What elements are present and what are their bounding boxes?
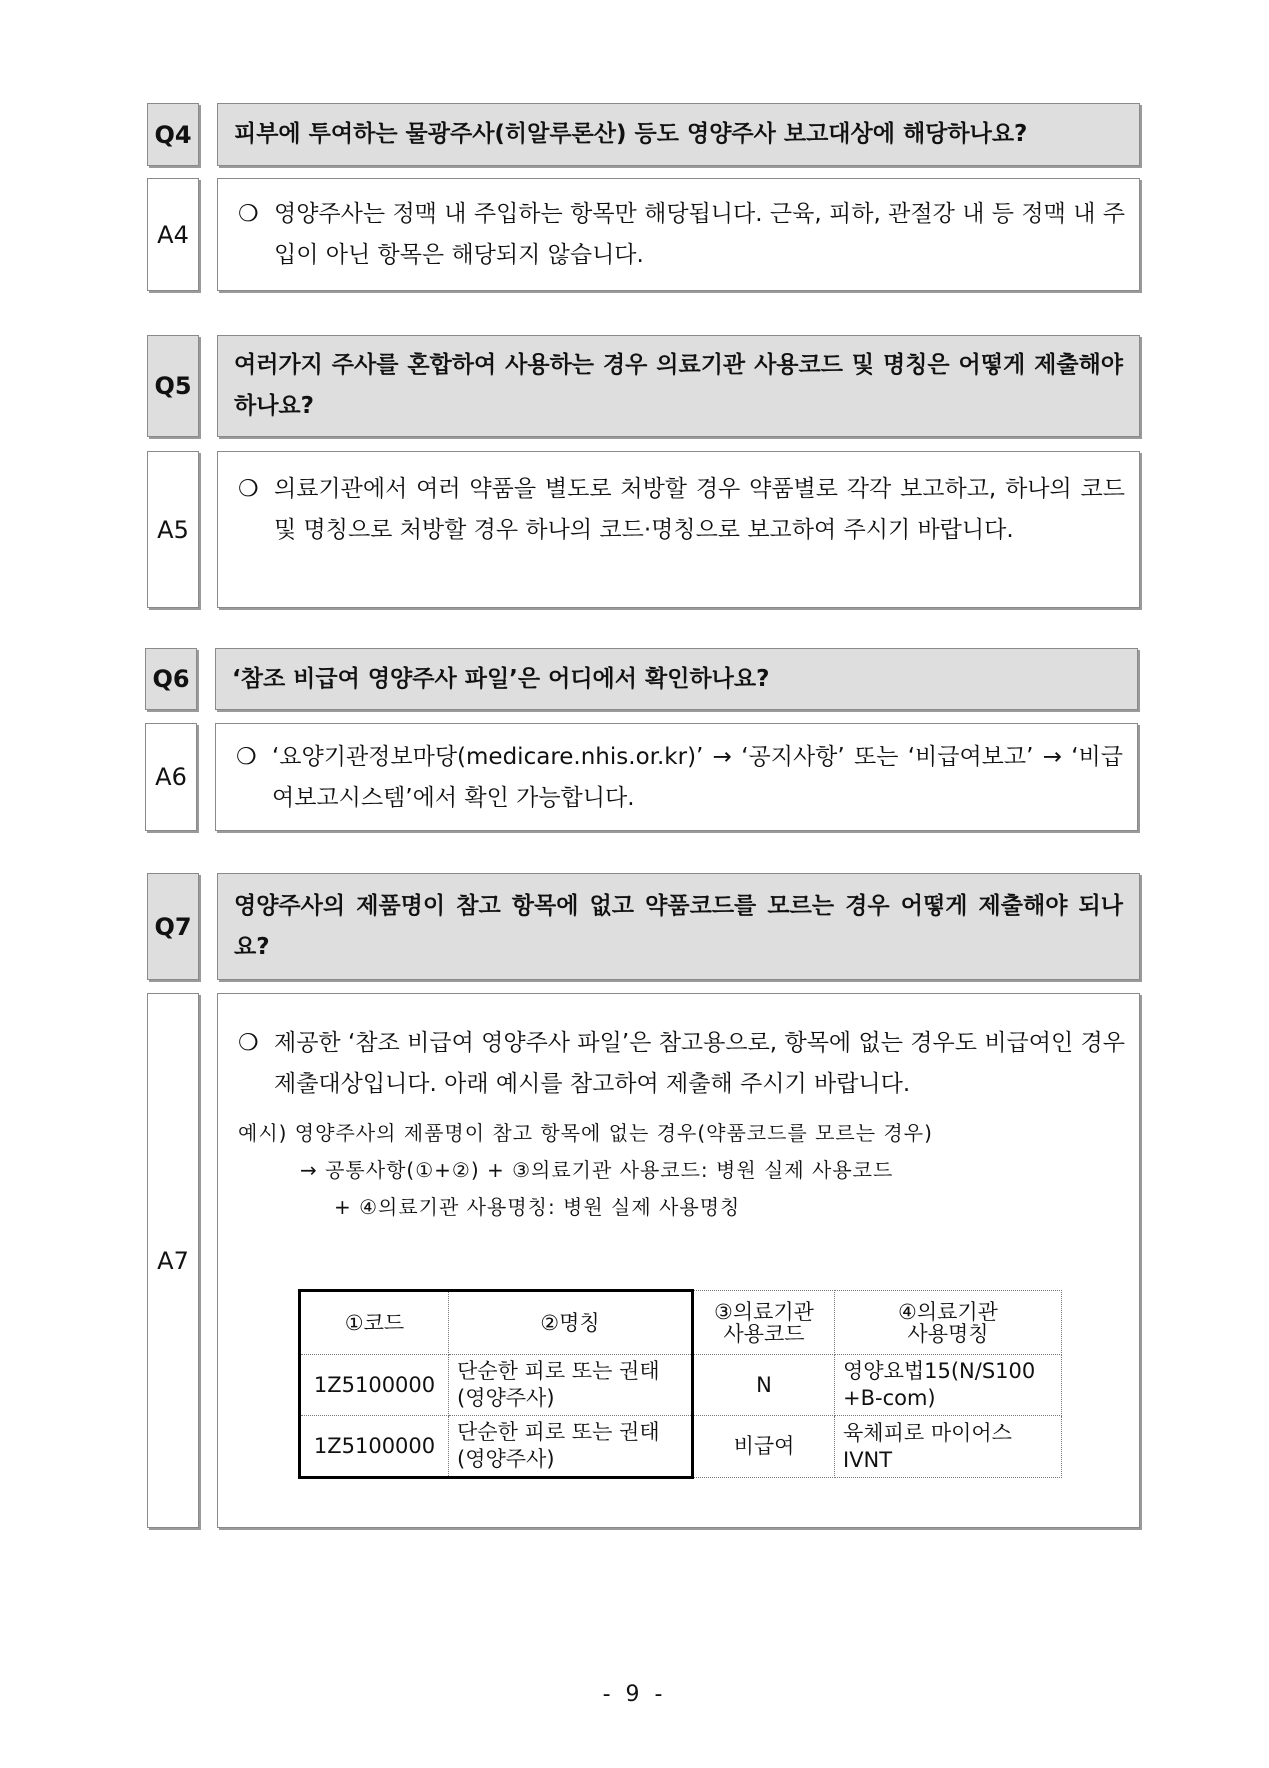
row-1-name	[449, 1355, 693, 1416]
a7-label-box	[147, 993, 199, 1528]
q6-question: ‘참조 비급여 영양주사 파일’은 어디에서 확인하나요?	[232, 665, 770, 692]
row-1-code: 1Z5100000	[300, 1355, 449, 1416]
header-inst-code-line-2: 사용코드	[723, 1321, 805, 1346]
a4-bullet: ❍	[238, 201, 259, 227]
a6-bullet: ❍	[236, 744, 257, 770]
q5-question-box	[217, 335, 1140, 437]
a6-label: A6	[155, 763, 187, 791]
a4-label-box	[147, 178, 199, 291]
row-2-name	[449, 1416, 693, 1478]
q6-label: Q6	[152, 665, 190, 693]
a4-answer-paragraph	[238, 194, 1125, 276]
q5-label: Q5	[154, 372, 192, 400]
row-1-name-line-2: (영양주사)	[457, 1386, 555, 1410]
q4-question-box	[217, 103, 1140, 166]
q4-label: Q4	[154, 120, 192, 149]
table-row	[300, 1355, 1062, 1416]
a5-answer-paragraph	[238, 469, 1125, 551]
a6-label-box	[145, 723, 197, 831]
table-row	[300, 1416, 1062, 1478]
q6-label-box	[145, 648, 197, 710]
a4-label: A4	[157, 220, 189, 249]
row-1-name-line-1: 단순한 피로 또는 권태	[457, 1359, 660, 1383]
row-1-inst-name-line-1: 영양요법15(N/S100	[843, 1359, 1036, 1383]
a7-answer-box	[217, 993, 1140, 1528]
header-code	[300, 1291, 449, 1355]
page-number: - 9 -	[602, 1682, 667, 1707]
header-code-text: ①코드	[344, 1310, 405, 1335]
example-table	[298, 1289, 1062, 1479]
a5-label-box	[147, 451, 199, 608]
example-line-3: + ④의료기관 사용명칭: 병원 실제 사용명칭	[334, 1195, 741, 1219]
a4-answer: 영양주사는 정맥 내 주입하는 항목만 해당됩니다. 근육, 피하, 관절강 내 등 정맥 내 주입이 아닌 항목은 해당되지 않습니다.	[274, 201, 1125, 268]
a7-bullet: ❍	[238, 1030, 259, 1056]
row-1-inst-name	[835, 1355, 1062, 1416]
header-inst-name-line-1: ④의료기관	[898, 1299, 998, 1324]
a6-answer-box	[215, 723, 1138, 831]
header-name	[449, 1291, 693, 1355]
a7-answer: 제공한 ‘참조 비급여 영양주사 파일’은 참고용으로, 항목에 없는 경우도 비급여인 경우 제출대상입니다. 아래 예시를 참고하여 제출해 주시기 바랍니다.	[274, 1030, 1125, 1097]
q4-label-box	[147, 103, 199, 166]
row-2-inst-code: 비급여	[693, 1416, 835, 1478]
header-name-text: ②명칭	[540, 1310, 600, 1335]
row-2-name-line-2: (영양주사)	[457, 1447, 555, 1471]
row-2-inst-name-line-1: 육체피로 마이어스	[843, 1420, 1012, 1445]
row-1-inst-code: N	[693, 1355, 835, 1416]
q7-question: 영양주사의 제품명이 참고 항목에 없고 약품코드를 모르는 경우 어떻게 제출해야 되나요?	[234, 892, 1123, 960]
a7-answer-paragraph	[238, 1023, 1125, 1105]
header-inst-code	[693, 1291, 835, 1355]
a6-answer-paragraph	[236, 737, 1123, 819]
q5-label-box	[147, 335, 199, 437]
a5-answer-box	[217, 451, 1140, 608]
q6-question-box	[215, 648, 1138, 710]
a4-answer-box	[217, 178, 1140, 291]
q4-question: 피부에 투여하는 물광주사(히알루론산) 등도 영양주사 보고대상에 해당하나요?	[234, 121, 1028, 147]
a7-label: A7	[157, 1246, 189, 1275]
header-inst-name-line-2: 사용명칭	[907, 1321, 989, 1346]
row-2-code: 1Z5100000	[300, 1416, 449, 1478]
header-inst-code-line-1: ③의료기관	[714, 1299, 814, 1324]
a5-bullet: ❍	[238, 476, 259, 502]
a6-answer: ‘요양기관정보마당(medicare.nhis.or.kr)’ → ‘공지사항’ 또는 ‘비급여보고’ → ‘비급여보고시스템’에서 확인 가능합니다.	[272, 744, 1123, 811]
example-line-2: → 공통사항(①+②) + ③의료기관 사용코드: 병원 실제 사용코드	[300, 1158, 894, 1182]
row-2-inst-name-line-2: IVNT	[843, 1447, 893, 1472]
row-2-inst-name	[835, 1416, 1062, 1478]
q7-question-box	[217, 873, 1140, 980]
example-line-1: 예시) 영양주사의 제품명이 참고 항목에 없는 경우(약품코드를 모르는 경우)	[238, 1121, 933, 1145]
row-1-inst-name-line-2: +B-com)	[843, 1386, 936, 1410]
row-2-name-line-1: 단순한 피로 또는 권태	[457, 1420, 660, 1444]
q5-question: 여러가지 주사를 혼합하여 사용하는 경우 의료기관 사용코드 및 명칭은 어떻게 제출해야 하나요?	[234, 352, 1123, 419]
example-table-header-row	[300, 1291, 1062, 1355]
a5-label: A5	[157, 515, 189, 544]
q7-label-box	[147, 873, 199, 980]
a5-answer: 의료기관에서 여러 약품을 별도로 처방할 경우 약품별로 각각 보고하고, 하나의 코드 및 명칭으로 처방할 경우 하나의 코드·명칭으로 보고하여 주시기 바랍니다.	[274, 476, 1125, 543]
q7-label: Q7	[154, 912, 192, 941]
header-inst-name	[835, 1291, 1062, 1355]
example-block	[238, 1115, 1125, 1226]
